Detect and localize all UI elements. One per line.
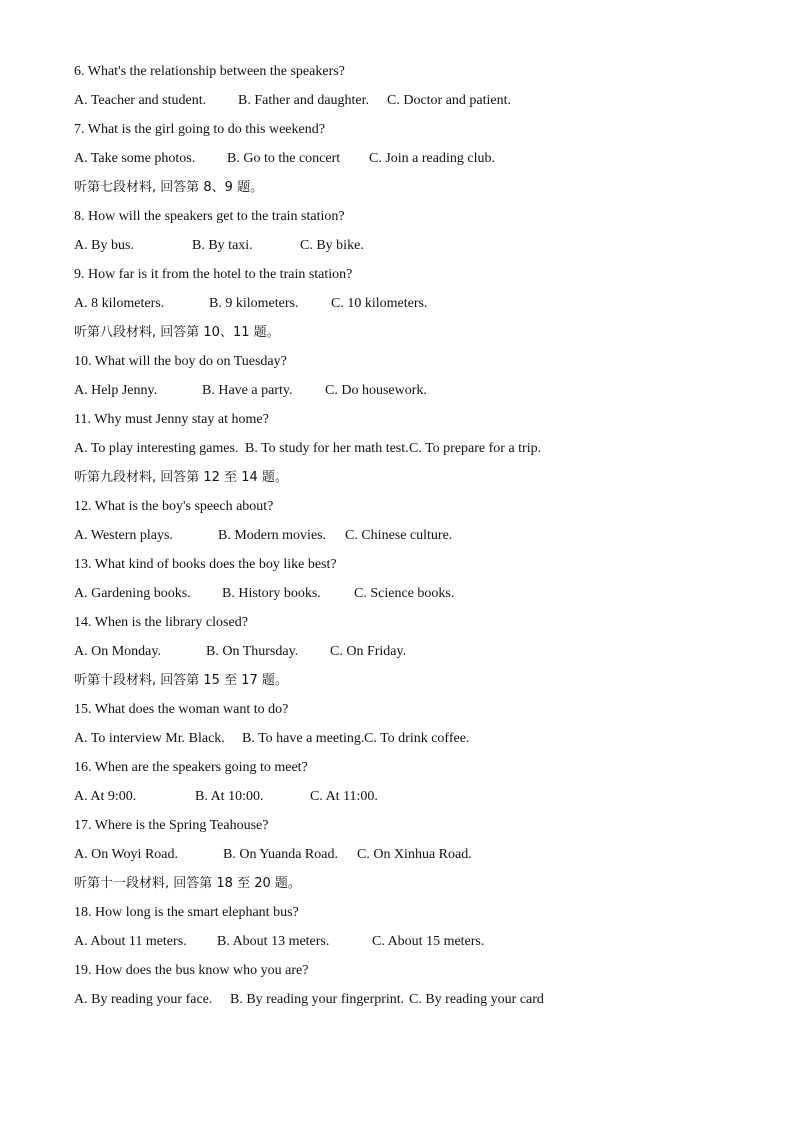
option-c: C. By reading your card xyxy=(409,992,544,1007)
section-text: 听第七段材料, 回答第 8、9 题。 xyxy=(74,180,264,195)
options-9 xyxy=(74,294,764,323)
option-a: A. Help Jenny. xyxy=(74,383,158,398)
question-text: 18. How long is the smart elephant bus? xyxy=(74,905,299,920)
options-7 xyxy=(74,149,764,178)
question-text: 6. What's the relationship between the speakers? xyxy=(74,64,345,79)
option-b: B. By reading your fingerprint. xyxy=(230,992,405,1007)
question-text: 17. Where is the Spring Teahouse? xyxy=(74,818,269,833)
question-text: 13. What kind of books does the boy like best? xyxy=(74,557,337,572)
question-17 xyxy=(74,816,764,845)
option-c: C. Science books. xyxy=(354,586,455,601)
question-10 xyxy=(74,352,764,381)
section-text: 听第十段材料, 回答第 15 至 17 题。 xyxy=(74,673,288,688)
question-text: 15. What does the woman want to do? xyxy=(74,702,289,717)
options-14 xyxy=(74,642,764,671)
options-8 xyxy=(74,236,764,265)
section-heading xyxy=(74,468,764,497)
option-c: C. Join a reading club. xyxy=(369,151,495,166)
option-b: B. 9 kilometers. xyxy=(209,296,299,311)
option-b: B. Modern movies. xyxy=(218,528,327,543)
section-heading xyxy=(74,178,764,207)
options-11 xyxy=(74,439,764,468)
option-a: A. To play interesting games. xyxy=(74,441,239,456)
option-b: B. Father and daughter. xyxy=(238,93,370,108)
question-9 xyxy=(74,265,764,294)
section-heading xyxy=(74,323,764,352)
question-text: 11. Why must Jenny stay at home? xyxy=(74,412,269,427)
question-12 xyxy=(74,497,764,526)
option-c: C. At 11:00. xyxy=(310,789,378,804)
option-c: C. 10 kilometers. xyxy=(331,296,428,311)
options-12 xyxy=(74,526,764,555)
question-text: 12. What is the boy's speech about? xyxy=(74,499,274,514)
question-text: 8. How will the speakers get to the train station? xyxy=(74,209,345,224)
option-b: B. To have a meeting. xyxy=(242,731,365,746)
section-heading xyxy=(74,874,764,903)
option-c: C. About 15 meters. xyxy=(372,934,485,949)
option-c: C. Do housework. xyxy=(325,383,427,398)
option-a: A. At 9:00. xyxy=(74,789,137,804)
question-text: 10. What will the boy do on Tuesday? xyxy=(74,354,287,369)
section-text: 听第十一段材料, 回答第 18 至 20 题。 xyxy=(74,876,301,891)
option-a: A. Teacher and student. xyxy=(74,93,207,108)
option-a: A. Take some photos. xyxy=(74,151,196,166)
option-c: C. Chinese culture. xyxy=(345,528,453,543)
options-6 xyxy=(74,91,764,120)
question-15 xyxy=(74,700,764,729)
option-b: B. On Thursday. xyxy=(206,644,299,659)
option-a: A. About 11 meters. xyxy=(74,934,187,949)
question-18 xyxy=(74,903,764,932)
question-19 xyxy=(74,961,764,990)
options-19 xyxy=(74,990,764,1019)
option-b: B. History books. xyxy=(222,586,321,601)
option-c: C. On Xinhua Road. xyxy=(357,847,472,862)
options-18 xyxy=(74,932,764,961)
question-11 xyxy=(74,410,764,439)
question-text: 7. What is the girl going to do this weekend? xyxy=(74,122,325,137)
option-a: A. By bus. xyxy=(74,238,134,253)
exam-page xyxy=(74,62,764,1019)
options-16 xyxy=(74,787,764,816)
section-text: 听第八段材料, 回答第 10、11 题。 xyxy=(74,325,280,340)
section-text: 听第九段材料, 回答第 12 至 14 题。 xyxy=(74,470,288,485)
option-a: A. To interview Mr. Black. xyxy=(74,731,225,746)
option-b: B. By taxi. xyxy=(192,238,253,253)
question-8 xyxy=(74,207,764,236)
option-b: B. Go to the concert xyxy=(227,151,341,166)
question-16 xyxy=(74,758,764,787)
section-heading xyxy=(74,671,764,700)
option-a: A. Gardening books. xyxy=(74,586,191,601)
options-13 xyxy=(74,584,764,613)
question-7 xyxy=(74,120,764,149)
option-b: B. To study for her math test. xyxy=(245,441,409,456)
options-10 xyxy=(74,381,764,410)
option-a: A. By reading your face. xyxy=(74,992,213,1007)
option-b: B. On Yuanda Road. xyxy=(223,847,338,862)
question-text: 16. When are the speakers going to meet? xyxy=(74,760,308,775)
option-a: A. 8 kilometers. xyxy=(74,296,165,311)
question-text: 19. How does the bus know who you are? xyxy=(74,963,309,978)
option-c: C. Doctor and patient. xyxy=(387,93,512,108)
question-text: 14. When is the library closed? xyxy=(74,615,248,630)
option-b: B. At 10:00. xyxy=(195,789,264,804)
option-a: A. On Monday. xyxy=(74,644,161,659)
option-b: B. Have a party. xyxy=(202,383,293,398)
option-c: C. To prepare for a trip. xyxy=(409,441,542,456)
option-c: C. To drink coffee. xyxy=(364,731,470,746)
option-a: A. On Woyi Road. xyxy=(74,847,179,862)
question-6 xyxy=(74,62,764,91)
option-b: B. About 13 meters. xyxy=(217,934,330,949)
option-c: C. By bike. xyxy=(300,238,364,253)
question-text: 9. How far is it from the hotel to the train station? xyxy=(74,267,353,282)
question-14 xyxy=(74,613,764,642)
options-17 xyxy=(74,845,764,874)
question-13 xyxy=(74,555,764,584)
option-c: C. On Friday. xyxy=(330,644,407,659)
option-a: A. Western plays. xyxy=(74,528,173,543)
options-15 xyxy=(74,729,764,758)
